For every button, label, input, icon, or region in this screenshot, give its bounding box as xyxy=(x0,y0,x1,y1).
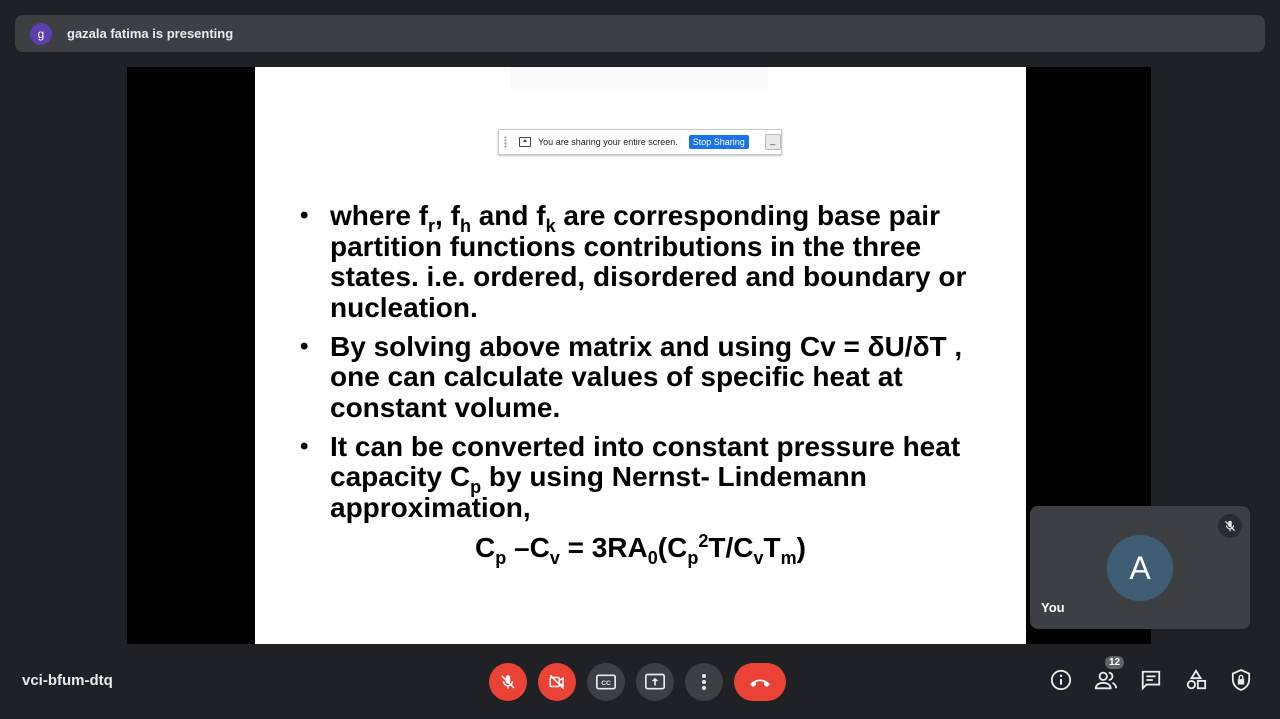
slide-text-fragment: = 3RA xyxy=(559,532,648,563)
self-avatar: A xyxy=(1107,535,1173,601)
info-icon xyxy=(1050,669,1072,691)
drag-handle-icon[interactable] xyxy=(504,136,507,148)
presenter-banner xyxy=(15,15,1265,52)
present-icon xyxy=(645,673,665,691)
chat-icon xyxy=(1140,669,1162,691)
present-button[interactable] xyxy=(636,663,674,701)
meeting-code: vci-bfum-dtq xyxy=(22,672,113,689)
slide-text-fragment: 0 xyxy=(647,548,658,568)
slide-text-fragment: (C xyxy=(657,532,688,563)
people-icon xyxy=(1094,669,1118,691)
mic-off-icon xyxy=(499,673,517,691)
hang-up-icon xyxy=(748,676,772,688)
camera-toggle-button[interactable] xyxy=(538,663,576,701)
presentation-slide xyxy=(255,67,1026,644)
self-view-tile[interactable] xyxy=(1030,506,1250,629)
slide-text-fragment: v xyxy=(549,548,560,568)
screen-share-bar xyxy=(498,129,782,155)
stop-sharing-button[interactable]: Stop Sharing xyxy=(689,135,749,149)
slide-text-fragment: p xyxy=(470,477,482,497)
people-button[interactable] xyxy=(1091,657,1121,695)
mic-off-icon xyxy=(1218,514,1242,538)
slide-text-fragment: by using Nernst- Lindemann approximation, xyxy=(330,461,867,523)
slide-text-fragment: m xyxy=(780,548,797,568)
slide-bullet-list xyxy=(300,201,1000,532)
people-count-badge: 12 xyxy=(1105,656,1124,669)
slide-text-fragment: h xyxy=(459,216,471,236)
host-controls-icon xyxy=(1231,669,1251,691)
slide-text-fragment: It can be converted into constant pressure heat capacity C xyxy=(330,430,961,492)
more-options-icon xyxy=(701,673,707,691)
slide-text-fragment: By solving above matrix and using Cv = δU/δT , one can calculate values of specific heat at constant volume. xyxy=(330,330,963,423)
slide-text-fragment: –C xyxy=(506,532,550,563)
more-options-button[interactable] xyxy=(685,663,723,701)
activities-icon xyxy=(1185,669,1207,691)
slide-text-fragment: are corresponding base pair partition functions contributions in the three states. i.e. ordered, disordered and boundary or nucleation. xyxy=(330,200,967,323)
mic-toggle-button[interactable] xyxy=(489,663,527,701)
share-screen-icon xyxy=(519,137,531,147)
ghost-toolbar xyxy=(510,67,768,89)
slide-text-fragment: p xyxy=(495,548,507,568)
slide-text-fragment: v xyxy=(753,548,764,568)
slide-text-fragment: and f xyxy=(470,200,546,231)
slide-text-fragment: r xyxy=(428,216,436,236)
self-label: You xyxy=(1041,600,1065,615)
captions-button[interactable] xyxy=(587,663,625,701)
slide-bullet xyxy=(300,432,1000,524)
minimize-button[interactable]: _ xyxy=(765,134,781,150)
captions-icon xyxy=(596,674,616,690)
call-controls xyxy=(489,663,786,701)
slide-text-fragment: T/C xyxy=(708,532,754,563)
activities-button[interactable] xyxy=(1181,665,1211,695)
slide-text-fragment: ) xyxy=(796,532,806,563)
leave-call-button[interactable] xyxy=(734,663,786,701)
presenter-avatar: g xyxy=(30,23,52,45)
slide-text-fragment: 2 xyxy=(698,531,709,551)
meeting-tools xyxy=(1046,657,1271,695)
meeting-details-button[interactable] xyxy=(1046,665,1076,695)
slide-bullet xyxy=(300,332,1000,424)
shared-screen xyxy=(127,67,1151,644)
chat-button[interactable] xyxy=(1136,665,1166,695)
slide-text-fragment: C xyxy=(475,532,496,563)
presenter-label: gazala fatima is presenting xyxy=(67,26,234,41)
svg-text:CC: CC xyxy=(601,679,611,687)
host-controls-button[interactable] xyxy=(1226,665,1256,695)
slide-text-fragment: T xyxy=(763,532,781,563)
slide-text-fragment: k xyxy=(545,216,556,236)
camera-off-icon xyxy=(547,673,567,691)
slide-bullet xyxy=(300,201,1000,323)
share-message: You are sharing your entire screen. xyxy=(538,137,678,147)
slide-text-fragment: p xyxy=(687,548,699,568)
slide-text-fragment: , f xyxy=(435,200,460,231)
slide-text-fragment: where f xyxy=(330,200,429,231)
slide-formula xyxy=(475,531,806,568)
